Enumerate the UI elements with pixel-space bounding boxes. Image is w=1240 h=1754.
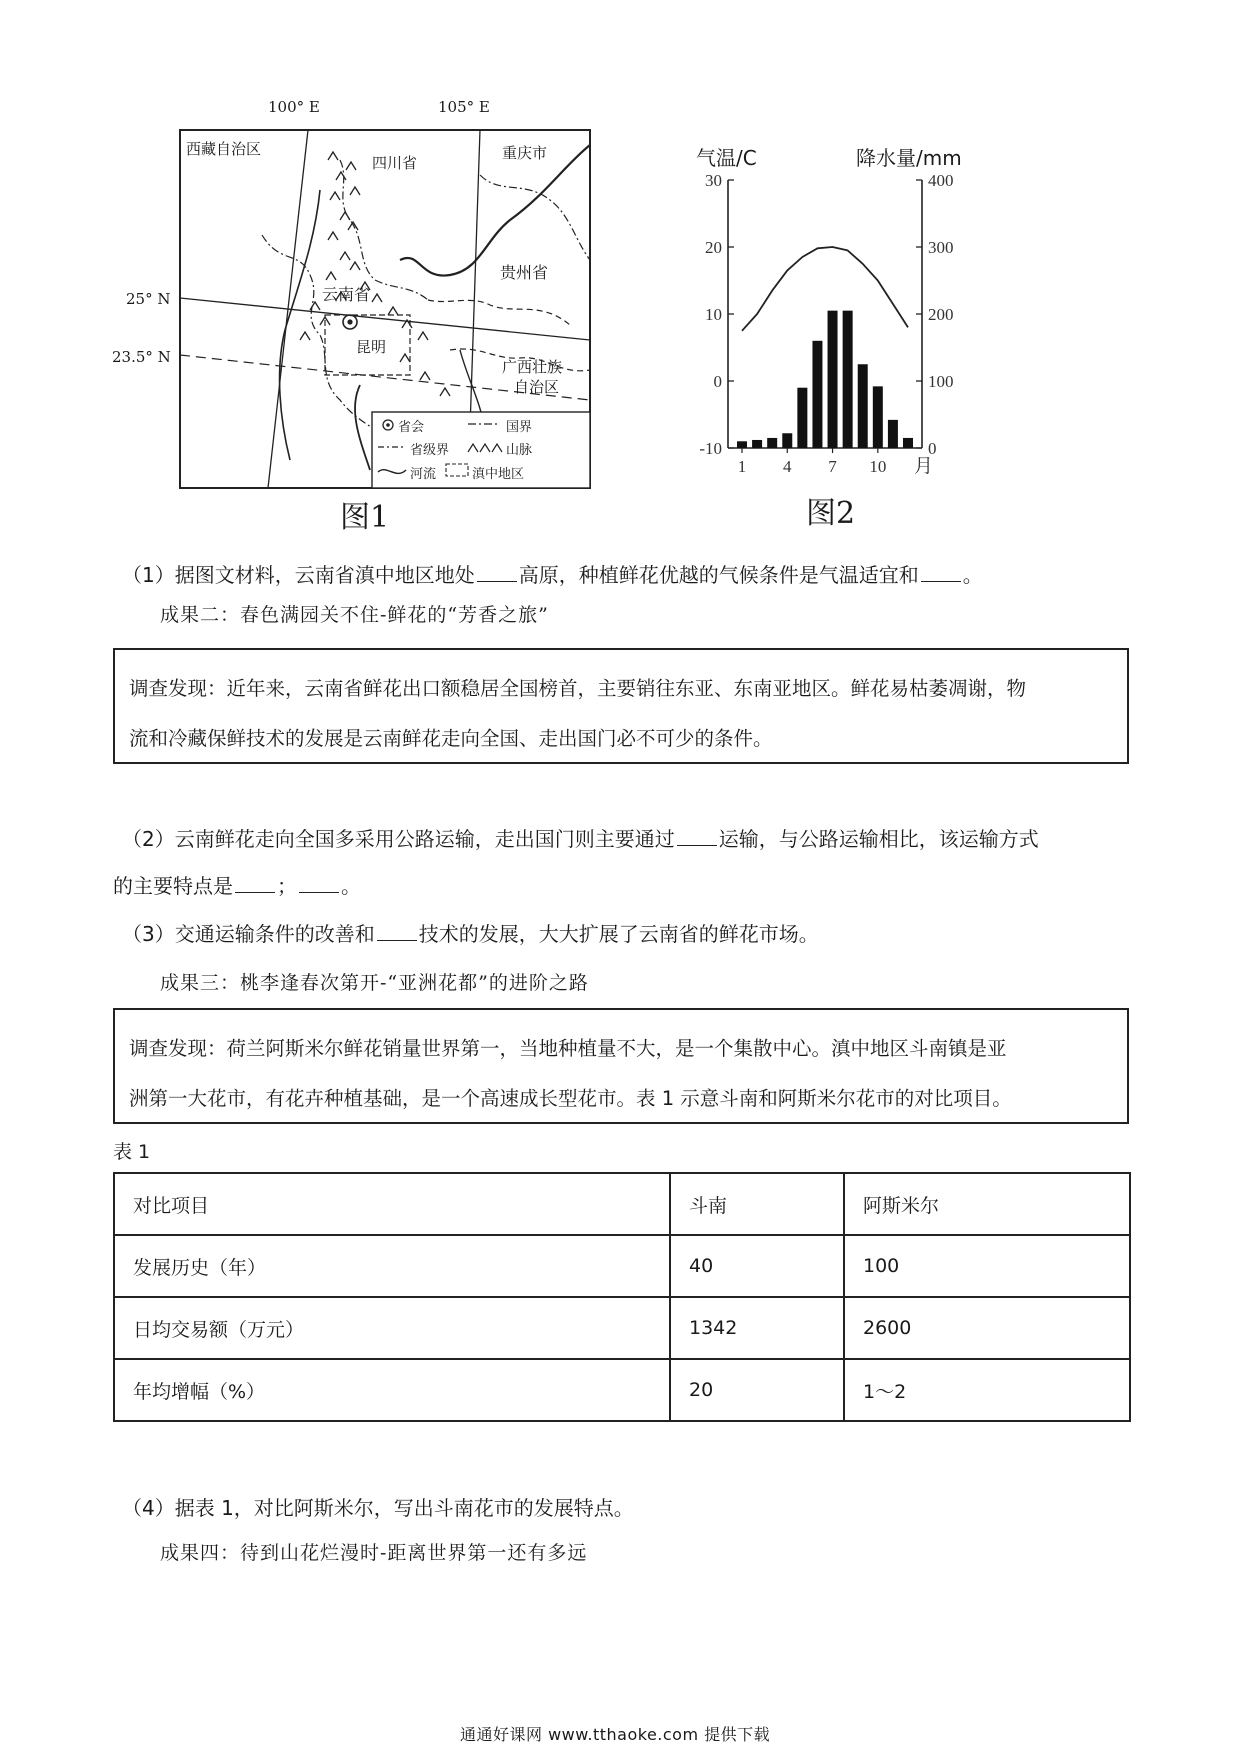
q2-line2-prefix: 的主要特点是: [113, 874, 233, 898]
legend-national-border: 国界: [506, 420, 533, 435]
question-4: （4）据表 1，对比阿斯米尔，写出斗南花市的发展特点。: [122, 1496, 634, 1520]
findings-box-2: [113, 1008, 1129, 1124]
precipitation-bar: [828, 311, 838, 448]
left-tick-label: 0: [713, 372, 722, 391]
label-guangxi-1: 广西壮族: [502, 358, 563, 376]
precipitation-bar: [858, 364, 868, 448]
temperature-line: [742, 247, 908, 331]
q1-blank-2[interactable]: [921, 563, 961, 582]
q3-suffix: 技术的发展，大大扩展了云南省的鲜花市场。: [418, 922, 819, 946]
table-cell: 2600: [844, 1297, 1130, 1359]
border-chongqing: [480, 175, 590, 260]
label-lon-100: 100° E: [268, 98, 320, 116]
label-lon-105: 105° E: [438, 98, 490, 116]
legend-capital: 省会: [398, 420, 425, 435]
question-1: [122, 561, 983, 589]
q1-blank-1[interactable]: [477, 563, 517, 582]
x-tick-label: 10: [869, 457, 887, 476]
precipitation-bar: [873, 386, 883, 448]
table-header-row: [114, 1173, 1130, 1235]
q2-blank-3[interactable]: [299, 874, 339, 893]
table-row: [114, 1297, 1130, 1359]
right-tick-label: 0: [928, 439, 937, 458]
precipitation-bar: [903, 438, 913, 448]
left-tick-label: -10: [699, 439, 722, 458]
right-tick-label: 200: [928, 305, 954, 324]
figure-2-caption: 图2: [806, 496, 856, 531]
table-cell: 40: [670, 1235, 844, 1297]
figure-1-caption: 图1: [340, 500, 390, 535]
climate-chart-svg: [660, 140, 990, 530]
label-sichuan: 四川省: [372, 154, 418, 172]
table-cell: 20: [670, 1359, 844, 1421]
legend-mountains: 山脉: [506, 443, 533, 458]
findings-2-line-2: 洲第一大花市，有花卉种植基础，是一个高速成长型花市。表 1 示意斗南和阿斯米尔花市的对比项目。: [129, 1087, 1012, 1110]
river-south: [355, 385, 370, 470]
x-tick-label: 1: [737, 457, 747, 476]
table-cell: 100: [844, 1235, 1130, 1297]
table-row: [114, 1359, 1130, 1421]
q1-mid: 高原，种植鲜花优越的气候条件是气温适宜和: [518, 563, 919, 587]
findings-1-line-2: 流和冷藏保鲜技术的发展是云南鲜花走向全国、走出国门必不可少的条件。: [129, 727, 773, 750]
left-tick-label: 20: [705, 238, 722, 257]
label-yunnan: 云南省: [322, 285, 371, 304]
table-row: [114, 1235, 1130, 1297]
figure-2-chart: [660, 140, 990, 530]
q2-blank-1[interactable]: [677, 827, 717, 846]
comparison-table: [113, 1172, 1131, 1422]
precipitation-bar: [782, 433, 792, 448]
right-axis-title: 降水量/mm: [856, 146, 962, 170]
precipitation-bar: [843, 311, 853, 448]
x-tick-label: 4: [783, 457, 792, 476]
label-tibet: 西藏自治区: [186, 140, 262, 158]
result-4-heading: 成果四：待到山花烂漫时-距离世界第一还有多远: [160, 1542, 588, 1564]
label-kunming: 昆明: [356, 338, 387, 356]
legend-provincial-border: 省级界: [410, 443, 450, 458]
result-2-heading: 成果二：春色满园关不住-鲜花的“芳香之旅”: [160, 604, 549, 626]
precipitation-bar: [888, 420, 898, 448]
right-tick-label: 300: [928, 238, 954, 257]
question-2-line-2: [113, 872, 361, 900]
table-cell: 日均交易额（万元）: [114, 1297, 670, 1359]
legend-river: 河流: [410, 467, 437, 482]
findings-box-1: [113, 648, 1129, 764]
q1-suffix: 。: [962, 563, 983, 587]
legend-central-yunnan: 滇中地区: [472, 467, 525, 482]
table-header-cell: 斗南: [670, 1173, 844, 1235]
label-guizhou: 贵州省: [500, 263, 549, 282]
x-tick-label: 7: [828, 457, 837, 476]
table-cell: 1～2: [844, 1359, 1130, 1421]
q2-blank-2[interactable]: [235, 874, 275, 893]
x-unit-label: 月: [914, 455, 934, 477]
question-2-line-1: [122, 825, 1039, 853]
label-lat-25: 25° N: [126, 290, 171, 308]
parallel-25n: [180, 298, 590, 340]
table-header-cell: 对比项目: [114, 1173, 670, 1235]
result-3-heading: 成果三：桃李逢春次第开-“亚洲花都”的进阶之路: [160, 972, 589, 994]
q3-blank[interactable]: [377, 922, 417, 941]
q2-line2-suffix: 。: [341, 874, 361, 898]
q3-prefix: （3）交通运输条件的改善和: [122, 922, 375, 946]
right-tick-label: 100: [928, 372, 954, 391]
findings-1-line-1: 调查发现：近年来，云南省鲜花出口额稳居全国榜首，主要销往东亚、东南亚地区。鲜花易枯萎凋谢，物: [129, 677, 1027, 700]
precipitation-bar: [797, 388, 807, 448]
label-lat-235: 23.5° N: [112, 348, 171, 366]
question-3: [122, 920, 819, 948]
page-footer: 通通好课网 www.tthaoke.com 提供下载: [460, 1725, 771, 1744]
precipitation-bar: [752, 440, 762, 448]
figure-1-map: [112, 98, 600, 535]
q1-prefix: （1）据图文材料，云南省滇中地区地处: [122, 563, 475, 587]
border-sichuan: [340, 160, 428, 300]
label-chongqing: 重庆市: [502, 144, 548, 162]
q2-prefix: （2）云南鲜花走向全国多采用公路运输，走出国门则主要通过: [122, 827, 675, 851]
precipitation-bar: [812, 341, 822, 448]
river-yangtze: [400, 145, 590, 276]
table-header-cell: 阿斯米尔: [844, 1173, 1130, 1235]
left-axis-title: 气温/C: [696, 146, 757, 170]
precipitation-bar: [767, 438, 777, 448]
q2-line1-suffix: 运输，与公路运输相比，该运输方式: [718, 827, 1039, 851]
findings-2-line-1: 调查发现：荷兰阿斯米尔鲜花销量世界第一，当地种植量不大，是一个集散中心。滇中地区斗南镇是亚: [129, 1037, 1007, 1060]
q2-separator: ；: [277, 874, 297, 898]
precipitation-bar: [737, 441, 747, 448]
left-tick-label: 30: [705, 171, 722, 190]
right-tick-label: 400: [928, 171, 954, 190]
mountain-ranges: [300, 152, 450, 396]
left-tick-label: 10: [705, 305, 722, 324]
border-guizhou: [428, 300, 570, 325]
table-cell: 1342: [670, 1297, 844, 1359]
table-cell: 年均增幅（%）: [114, 1359, 670, 1421]
kunming-marker-dot: [347, 319, 352, 324]
table-title: 表 1: [113, 1141, 151, 1163]
label-guangxi-2: 自治区: [514, 378, 560, 396]
table-cell: 发展历史（年）: [114, 1235, 670, 1297]
